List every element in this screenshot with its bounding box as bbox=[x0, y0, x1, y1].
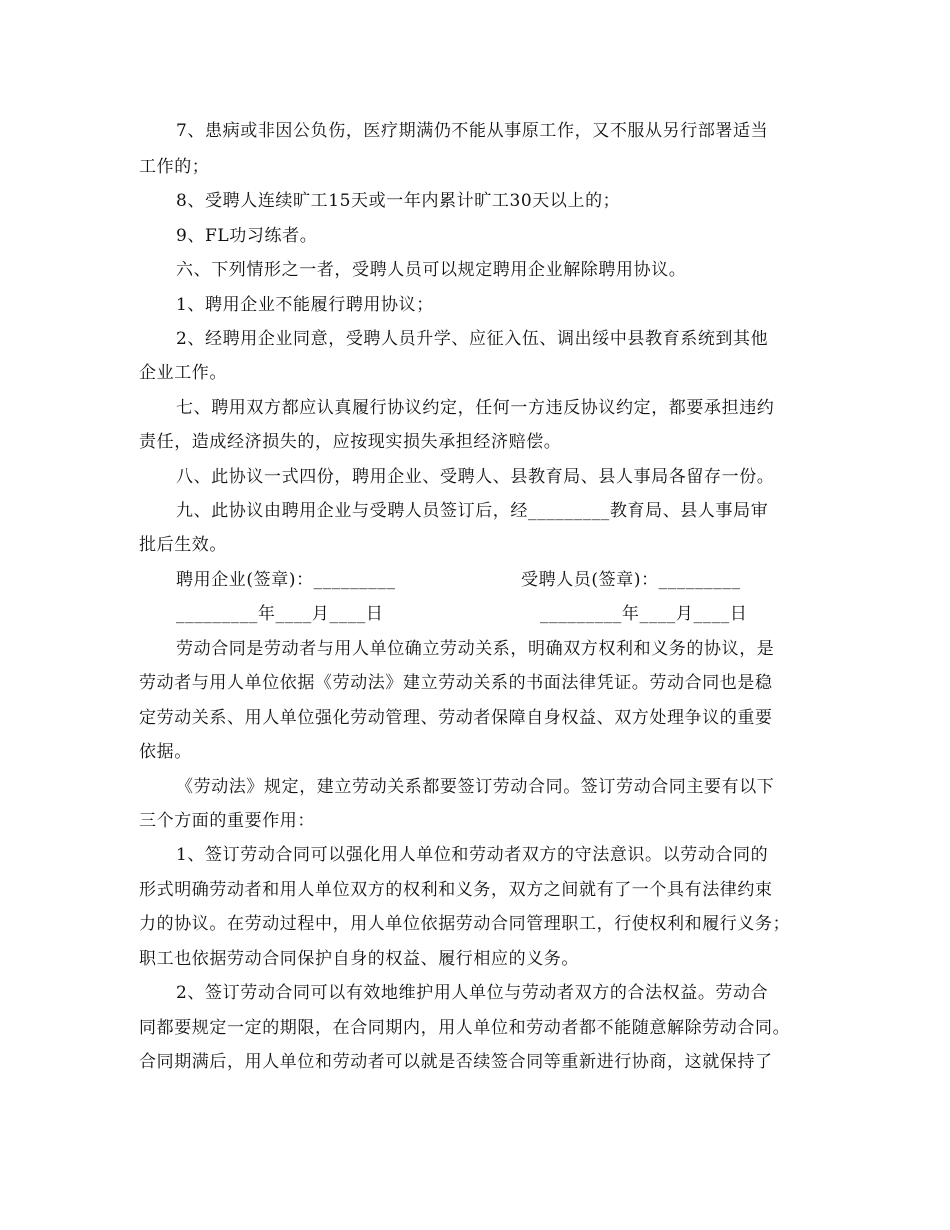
paragraph-line: 形式明确劳动者和用人单位双方的权利和义务，双方之间就有了一个具有法律约束 bbox=[139, 880, 773, 900]
paragraph-line: 依据。 bbox=[139, 742, 192, 762]
paragraph-line: 企业工作。 bbox=[139, 363, 227, 383]
paragraph-line: 工作的； bbox=[139, 157, 210, 177]
paragraph-line: 1、聘用企业不能履行聘用协议； bbox=[176, 295, 434, 315]
paragraph-line: 六、下列情形之一者，受聘人员可以规定聘用企业解除聘用协议。 bbox=[176, 260, 687, 280]
paragraph-line: 八、此协议一式四份，聘用企业、受聘人、县教育局、县人事局各留存一份。 bbox=[176, 467, 775, 487]
paragraph-line: 劳动合同是劳动者与用人单位确立劳动关系，明确双方权利和义务的协议，是 bbox=[176, 639, 775, 659]
paragraph-line: 7、患病或非因公负伤，医疗期满仍不能从事原工作，又不服从另行部署适当 bbox=[176, 121, 769, 141]
paragraph-line: 职工也依据劳动合同保护自身的权益、履行相应的义务。 bbox=[139, 949, 579, 969]
paragraph-line: 三个方面的重要作用： bbox=[139, 811, 315, 831]
paragraph-line: 8、受聘人连续旷工15天或一年内累计旷工30天以上的； bbox=[176, 191, 621, 211]
paragraph-line: 劳动者与用人单位依据《劳动法》建立劳动关系的书面法律凭证。劳动合同也是稳 bbox=[139, 673, 773, 693]
paragraph-line: 同都要规定一定的期限，在合同期内，用人单位和劳动者都不能随意解除劳动合同。 bbox=[139, 1018, 791, 1038]
employee-signature-date: _________年____月____日 bbox=[540, 604, 748, 624]
paragraph-line: 2、经聘用企业同意，受聘人员升学、应征入伍、调出绥中县教育系统到其他 bbox=[176, 329, 769, 349]
paragraph-line: 合同期满后，用人单位和劳动者可以就是否续签合同等重新进行协商，这就保持了 bbox=[139, 1052, 773, 1072]
paragraph-line: 七、聘用双方都应认真履行协议约定，任何一方违反协议约定，都要承担违约 bbox=[176, 398, 775, 418]
paragraph-line: 1、签订劳动合同可以强化用人单位和劳动者双方的守法意识。以劳动合同的 bbox=[176, 845, 769, 865]
paragraph-line: 责任，造成经济损失的，应按现实损失承担经济赔偿。 bbox=[139, 432, 562, 452]
paragraph-line: 9、FL功习练者。 bbox=[176, 226, 318, 246]
paragraph-line: 《劳动法》规定，建立劳动关系都要签订劳动合同。签订劳动合同主要有以下 bbox=[176, 777, 775, 797]
employer-signature-label: 聘用企业(签章)：_________ bbox=[176, 570, 396, 590]
paragraph-line: 批后生效。 bbox=[139, 535, 227, 555]
employee-signature-label: 受聘人员(签章)：_________ bbox=[521, 570, 741, 590]
paragraph-line: 九、此协议由聘用企业与受聘人员签订后，经_________教育局、县人事局审 bbox=[176, 501, 769, 521]
paragraph-line: 力的协议。在劳动过程中，用人单位依据劳动合同管理职工，行使权利和履行义务； bbox=[139, 914, 791, 934]
employer-signature-date: _________年____月____日 bbox=[176, 604, 384, 624]
paragraph-line: 定劳动关系、用人单位强化劳动管理、劳动者保障自身权益、双方处理争议的重要 bbox=[139, 708, 773, 728]
paragraph-line: 2、签订劳动合同可以有效地维护用人单位与劳动者双方的合法权益。劳动合 bbox=[176, 983, 769, 1003]
